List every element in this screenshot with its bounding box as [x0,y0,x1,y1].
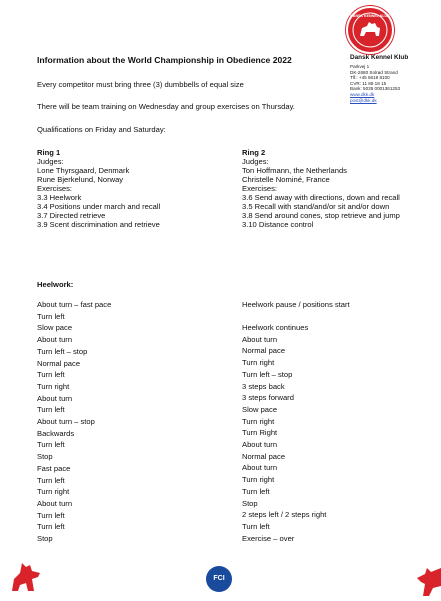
heelwork-step: Turn left – stop [37,346,88,356]
heelwork-step: Turn left [37,440,65,450]
ring1-judges-label: Judges: [37,157,64,166]
heelwork-step: About turn [37,335,73,345]
intro-dumbbells: Every competitor must bring three (3) dumbbells of equal size [37,80,244,89]
ring2-exercise: 3.8 Send around cones, stop retrieve and jump [242,211,400,220]
ring1-block [37,148,160,229]
heelwork-step: Turn left [37,475,65,485]
heelwork-step: Exercise – over [242,533,295,543]
dog-silhouette-icon [413,566,441,596]
heelwork-step: 3 steps back [242,381,285,391]
heelwork-step: Turn left – stop [242,369,293,379]
heelwork-step: Turn left [37,510,65,520]
org-name: Dansk Kennel Klub [350,54,409,61]
heelwork-step: Backwards [37,428,75,438]
heelwork-step: Turn left [37,370,65,380]
heelwork-step: About turn – stop [37,417,95,427]
heelwork-step: Turn left [37,405,65,415]
address-line: Bank: 5035 0001361253 [350,86,401,92]
heelwork-title: Heelwork: [37,280,74,289]
address-line: Tlf.: +45 5618 8100 [350,75,390,81]
ring2-judges-label: Judges: [242,157,269,166]
heelwork-step: Turn Right [242,428,278,438]
heelwork-step: About turn [242,440,278,450]
heelwork-step: Normal pace [37,358,81,368]
heelwork-step: Turn right [242,475,275,485]
heelwork-step: About turn [242,463,278,473]
heelwork-step: Turn right [242,358,275,368]
heelwork-step: Stop [37,534,53,544]
logo-text: DANSK KENNEL KLUB [350,14,390,18]
dkk-logo [346,6,394,54]
address-line: DK-2680 Solrød Strand [350,69,398,75]
heelwork-step: Stop [242,498,258,508]
fci-logo: FCI [206,566,232,592]
heelwork-step: 2 steps left / 2 steps right [242,510,327,520]
heelwork-step: About turn [242,334,278,344]
ring1-exercise: 3.4 Positions under march and recall [37,202,161,211]
heelwork-right-list-b [242,322,326,544]
heelwork-step: Slow pace [37,323,73,333]
intro-qualifications: Qualifications on Friday and Saturday: [37,125,166,134]
heelwork-step: Fast pace [37,463,71,473]
heelwork-step: Heelwork pause / positions start [242,300,350,309]
heelwork-step: Turn right [37,487,70,497]
heelwork-step: Turn left [242,486,270,496]
ring2-exercise: 3.10 Distance control [242,220,314,229]
web-link[interactable]: www.dkk.dk [350,91,375,97]
heelwork-step: Normal pace [242,346,286,356]
email-link[interactable]: post@dkk.dk [350,97,377,103]
ring1-judge: Lone Thyrsgaard, Denmark [37,166,130,175]
intro-training: There will be team training on Wednesday and group exercises on Thursday. [37,102,295,111]
heelwork-step: About turn [37,498,73,508]
dog-logo-icon [348,8,392,52]
heelwork-step: Turn left [242,521,270,531]
ring1-judge: Rune Bjerkelund, Norway [37,175,124,184]
heelwork-step: Turn left [37,311,65,321]
heelwork-step: Heelwork continues [242,323,309,332]
heelwork-step: Turn left [37,522,65,532]
ring1-exercise: 3.3 Heelwork [37,193,82,202]
heelwork-left-list [37,299,111,545]
ring1-exercises-label: Exercises: [37,184,73,193]
ring1-title: Ring 1 [37,148,61,157]
ring1-exercise: 3.9 Scent discrimination and retrieve [37,220,160,229]
ring2-exercise: 3.6 Send away with directions, down and recall [242,193,400,202]
ring2-block [242,148,400,229]
heelwork-step: 3 steps forward [242,393,294,403]
heelwork-step: Turn right [242,416,275,426]
heelwork-step: About turn [37,393,73,403]
address-line: Parkvej 1 [350,64,370,69]
heelwork-step: Slow pace [242,404,278,414]
heelwork-step: Stop [37,452,53,462]
ring1-exercise: 3.7 Directed retrieve [37,211,106,220]
ring2-title: Ring 2 [242,148,266,157]
heelwork-step: Turn right [37,381,70,391]
ring2-exercise: 3.5 Recall with stand/and/or sit and/or down [242,202,390,211]
dog-silhouette-icon [10,557,44,593]
heelwork-right-list-a [242,299,350,311]
page-title: Information about the World Championship in Obedience 2022 [37,55,292,65]
ring2-judge: Ton Hoffmann, the Netherlands [242,166,347,175]
ring2-exercises-label: Exercises: [242,184,278,193]
address-line: CVR: 11 88 18 15 [350,80,387,86]
heelwork-step: About turn – fast pace [37,300,112,309]
ring2-judge: Christelle Nominé, France [242,175,330,184]
heelwork-step: Normal pace [242,451,286,461]
org-address [350,64,400,103]
